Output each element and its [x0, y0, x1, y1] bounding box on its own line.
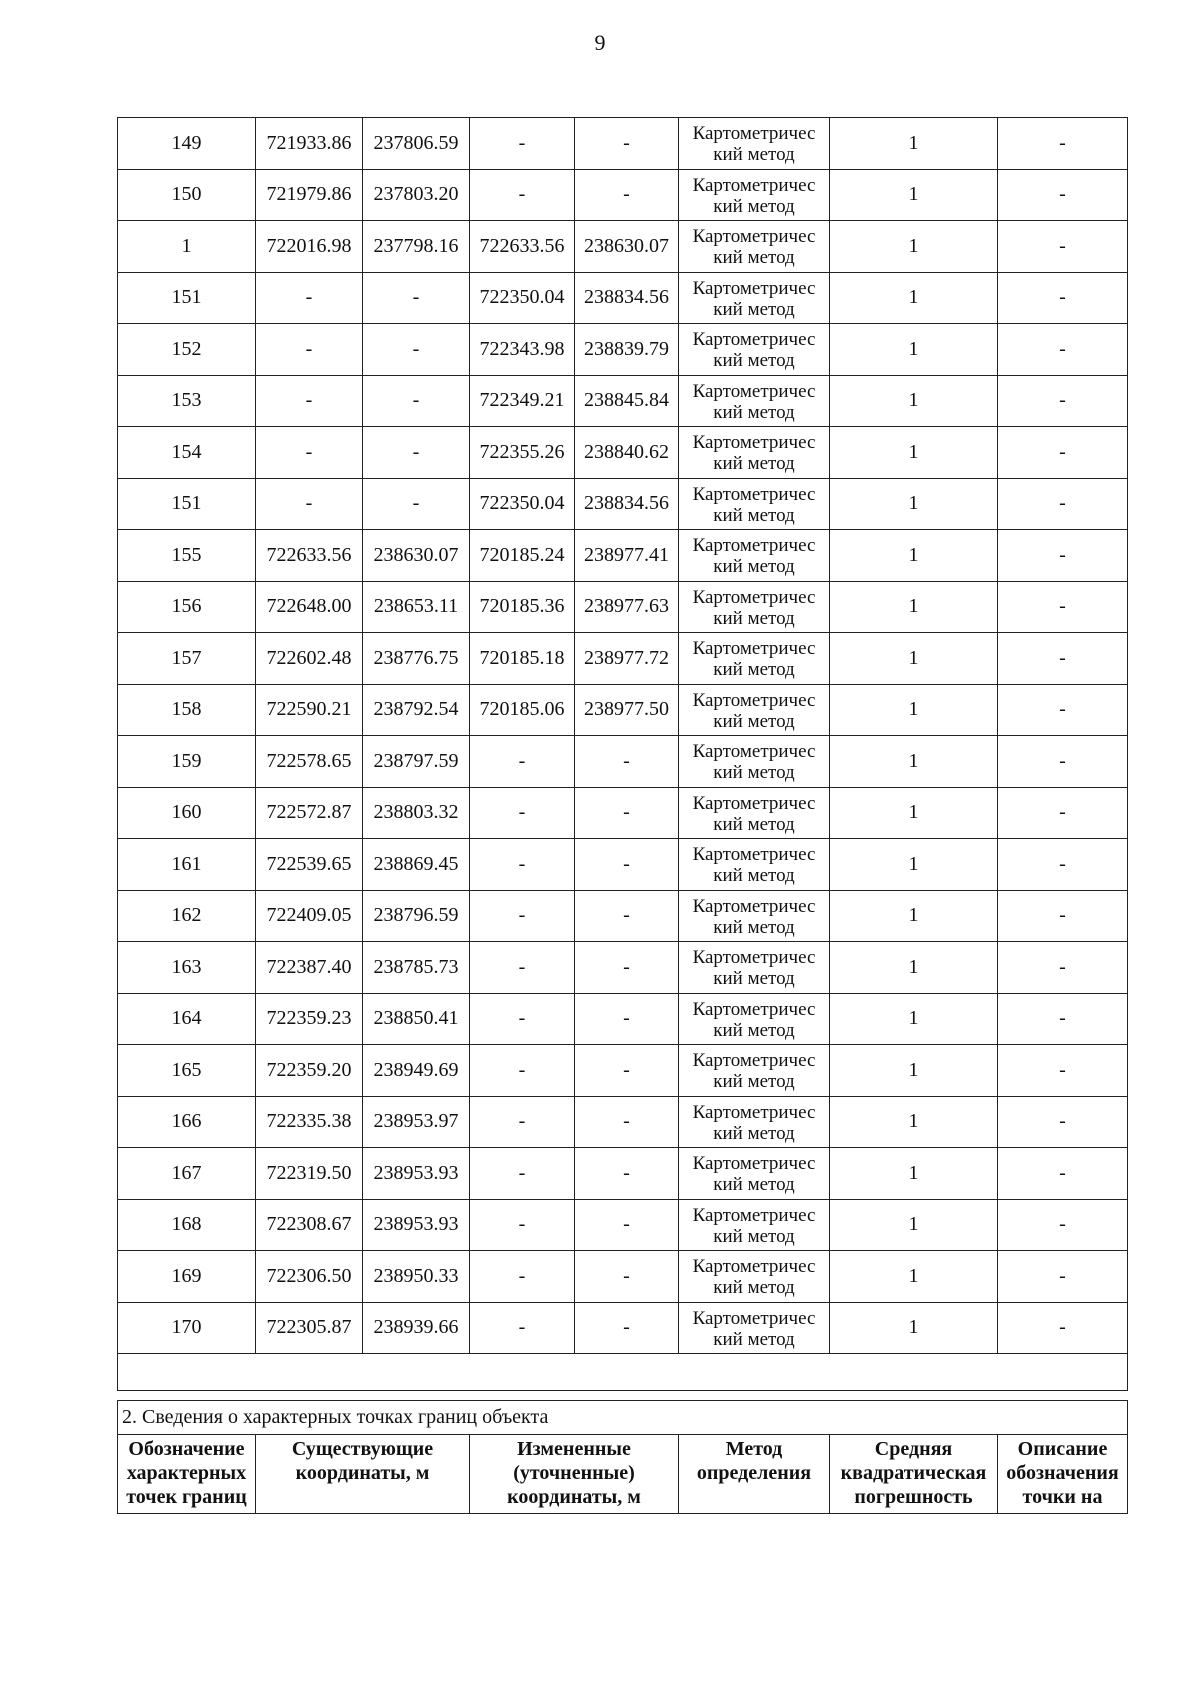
method-cell: Картометричес кий метод [679, 530, 830, 582]
header-point: Обозначение характерных точек границ [118, 1435, 256, 1514]
method-cell: Картометричес кий метод [679, 1251, 830, 1303]
existing-y-cell: 238803.32 [363, 787, 470, 839]
table-row [118, 839, 1128, 891]
changed-x-cell: 720185.36 [470, 581, 575, 633]
changed-y-cell: - [575, 993, 679, 1045]
existing-y-cell: - [363, 427, 470, 479]
description-cell: - [998, 890, 1128, 942]
table-row [118, 581, 1128, 633]
method-cell: Картометричес кий метод [679, 1199, 830, 1251]
empty-cell [118, 1354, 1128, 1391]
point-cell: 160 [118, 787, 256, 839]
existing-x-cell: 722539.65 [256, 839, 363, 891]
table-row [118, 118, 1128, 170]
existing-y-cell: 238949.69 [363, 1045, 470, 1097]
point-cell: 159 [118, 736, 256, 788]
method-cell: Картометричес кий метод [679, 787, 830, 839]
table-row [118, 993, 1128, 1045]
description-cell: - [998, 427, 1128, 479]
table-row [118, 684, 1128, 736]
existing-y-cell: 238953.93 [363, 1199, 470, 1251]
changed-x-cell: 722343.98 [470, 324, 575, 376]
changed-y-cell: - [575, 787, 679, 839]
existing-x-cell: - [256, 478, 363, 530]
point-cell: 169 [118, 1251, 256, 1303]
changed-x-cell: 722350.04 [470, 478, 575, 530]
table-row [118, 1251, 1128, 1303]
existing-x-cell: 721979.86 [256, 169, 363, 221]
error-cell: 1 [830, 839, 998, 891]
existing-x-cell: 722590.21 [256, 684, 363, 736]
changed-x-cell: 720185.24 [470, 530, 575, 582]
changed-y-cell: 238977.50 [575, 684, 679, 736]
changed-y-cell: - [575, 942, 679, 994]
changed-y-cell: - [575, 1096, 679, 1148]
method-cell: Картометричес кий метод [679, 839, 830, 891]
method-cell: Картометричес кий метод [679, 169, 830, 221]
point-cell: 1 [118, 221, 256, 273]
method-cell: Картометричес кий метод [679, 1302, 830, 1354]
error-cell: 1 [830, 1251, 998, 1303]
table-row [118, 1045, 1128, 1097]
error-cell: 1 [830, 633, 998, 685]
error-cell: 1 [830, 1148, 998, 1200]
changed-y-cell: - [575, 169, 679, 221]
changed-y-cell: - [575, 1251, 679, 1303]
method-cell: Картометричес кий метод [679, 993, 830, 1045]
table-row [118, 1148, 1128, 1200]
point-cell: 154 [118, 427, 256, 479]
table-row [118, 427, 1128, 479]
changed-y-cell: 238840.62 [575, 427, 679, 479]
error-cell: 1 [830, 581, 998, 633]
changed-x-cell: - [470, 169, 575, 221]
changed-y-cell: - [575, 118, 679, 170]
changed-y-cell: - [575, 1045, 679, 1097]
changed-x-cell: - [470, 736, 575, 788]
table-row [118, 530, 1128, 582]
error-cell: 1 [830, 993, 998, 1045]
changed-x-cell: 722633.56 [470, 221, 575, 273]
method-cell: Картометричес кий метод [679, 375, 830, 427]
changed-y-cell: 238977.63 [575, 581, 679, 633]
error-cell: 1 [830, 890, 998, 942]
header-error: Средняя квадратическая погрешность [830, 1435, 998, 1514]
changed-y-cell: - [575, 1199, 679, 1251]
point-cell: 158 [118, 684, 256, 736]
existing-x-cell: 722633.56 [256, 530, 363, 582]
method-cell: Картометричес кий метод [679, 427, 830, 479]
method-cell: Картометричес кий метод [679, 633, 830, 685]
existing-x-cell: 722359.23 [256, 993, 363, 1045]
existing-y-cell: 237806.59 [363, 118, 470, 170]
existing-x-cell: 721933.86 [256, 118, 363, 170]
changed-x-cell: 720185.06 [470, 684, 575, 736]
changed-x-cell: - [470, 787, 575, 839]
existing-y-cell: 238953.93 [363, 1148, 470, 1200]
description-cell: - [998, 375, 1128, 427]
method-cell: Картометричес кий метод [679, 684, 830, 736]
description-cell: - [998, 221, 1128, 273]
method-cell: Картометричес кий метод [679, 1045, 830, 1097]
existing-x-cell: 722648.00 [256, 581, 363, 633]
existing-y-cell: 238869.45 [363, 839, 470, 891]
existing-y-cell: 238950.33 [363, 1251, 470, 1303]
description-cell: - [998, 478, 1128, 530]
error-cell: 1 [830, 427, 998, 479]
table-row [118, 272, 1128, 324]
point-cell: 151 [118, 272, 256, 324]
changed-x-cell: - [470, 890, 575, 942]
header-changed-coords: Измененные (уточненные) координаты, м [470, 1435, 679, 1514]
error-cell: 1 [830, 221, 998, 273]
table-row [118, 942, 1128, 994]
existing-y-cell: 238785.73 [363, 942, 470, 994]
changed-y-cell: 238845.84 [575, 375, 679, 427]
header-row [118, 1435, 1128, 1514]
error-cell: 1 [830, 375, 998, 427]
changed-x-cell: 722349.21 [470, 375, 575, 427]
existing-y-cell: 238792.54 [363, 684, 470, 736]
existing-x-cell: 722308.67 [256, 1199, 363, 1251]
existing-x-cell: 722409.05 [256, 890, 363, 942]
existing-y-cell: 238653.11 [363, 581, 470, 633]
description-cell: - [998, 684, 1128, 736]
empty-row [118, 1354, 1128, 1391]
method-cell: Картометричес кий метод [679, 890, 830, 942]
error-cell: 1 [830, 530, 998, 582]
error-cell: 1 [830, 1199, 998, 1251]
changed-y-cell: 238977.41 [575, 530, 679, 582]
table-row [118, 375, 1128, 427]
point-cell: 170 [118, 1302, 256, 1354]
changed-y-cell: - [575, 1148, 679, 1200]
error-cell: 1 [830, 736, 998, 788]
changed-y-cell: - [575, 1302, 679, 1354]
description-cell: - [998, 993, 1128, 1045]
section-title: 2. Сведения о характерных точках границ объекта [118, 1401, 1128, 1435]
method-cell: Картометричес кий метод [679, 221, 830, 273]
existing-y-cell: 238939.66 [363, 1302, 470, 1354]
changed-x-cell: - [470, 1251, 575, 1303]
table-row [118, 736, 1128, 788]
method-cell: Картометричес кий метод [679, 1096, 830, 1148]
changed-x-cell: - [470, 118, 575, 170]
table-row [118, 787, 1128, 839]
description-cell: - [998, 633, 1128, 685]
method-cell: Картометричес кий метод [679, 272, 830, 324]
existing-x-cell: 722602.48 [256, 633, 363, 685]
point-cell: 157 [118, 633, 256, 685]
table-row [118, 1096, 1128, 1148]
point-cell: 156 [118, 581, 256, 633]
changed-y-cell: - [575, 736, 679, 788]
existing-x-cell: 722016.98 [256, 221, 363, 273]
table-row [118, 1199, 1128, 1251]
section-title-row [118, 1401, 1128, 1435]
changed-x-cell: - [470, 1045, 575, 1097]
existing-y-cell: 238630.07 [363, 530, 470, 582]
existing-x-cell: 722572.87 [256, 787, 363, 839]
description-cell: - [998, 839, 1128, 891]
method-cell: Картометричес кий метод [679, 581, 830, 633]
changed-x-cell: - [470, 1148, 575, 1200]
changed-x-cell: 722350.04 [470, 272, 575, 324]
error-cell: 1 [830, 324, 998, 376]
changed-x-cell: - [470, 1199, 575, 1251]
error-cell: 1 [830, 1096, 998, 1148]
changed-x-cell: 720185.18 [470, 633, 575, 685]
description-cell: - [998, 942, 1128, 994]
description-cell: - [998, 530, 1128, 582]
changed-y-cell: - [575, 839, 679, 891]
existing-x-cell: 722578.65 [256, 736, 363, 788]
changed-x-cell: - [470, 839, 575, 891]
changed-y-cell: - [575, 890, 679, 942]
error-cell: 1 [830, 478, 998, 530]
existing-y-cell: - [363, 478, 470, 530]
error-cell: 1 [830, 1045, 998, 1097]
description-cell: - [998, 787, 1128, 839]
table-row [118, 890, 1128, 942]
description-cell: - [998, 1302, 1128, 1354]
changed-x-cell: - [470, 1096, 575, 1148]
existing-y-cell: - [363, 324, 470, 376]
error-cell: 1 [830, 942, 998, 994]
changed-y-cell: 238834.56 [575, 478, 679, 530]
point-cell: 150 [118, 169, 256, 221]
point-cell: 152 [118, 324, 256, 376]
table-row [118, 324, 1128, 376]
table-row [118, 1302, 1128, 1354]
changed-x-cell: - [470, 993, 575, 1045]
existing-y-cell: 238953.97 [363, 1096, 470, 1148]
existing-y-cell: - [363, 272, 470, 324]
changed-y-cell: 238977.72 [575, 633, 679, 685]
point-cell: 162 [118, 890, 256, 942]
description-cell: - [998, 1148, 1128, 1200]
changed-x-cell: 722355.26 [470, 427, 575, 479]
existing-x-cell: 722335.38 [256, 1096, 363, 1148]
table-row [118, 633, 1128, 685]
point-cell: 149 [118, 118, 256, 170]
point-cell: 166 [118, 1096, 256, 1148]
point-cell: 164 [118, 993, 256, 1045]
changed-x-cell: - [470, 942, 575, 994]
description-cell: - [998, 118, 1128, 170]
existing-x-cell: - [256, 375, 363, 427]
page-number: 9 [594, 30, 606, 55]
existing-x-cell: 722359.20 [256, 1045, 363, 1097]
existing-y-cell: 238776.75 [363, 633, 470, 685]
error-cell: 1 [830, 787, 998, 839]
point-cell: 155 [118, 530, 256, 582]
existing-x-cell: - [256, 272, 363, 324]
existing-y-cell: 237803.20 [363, 169, 470, 221]
method-cell: Картометричес кий метод [679, 1148, 830, 1200]
changed-y-cell: 238834.56 [575, 272, 679, 324]
existing-x-cell: 722305.87 [256, 1302, 363, 1354]
point-cell: 167 [118, 1148, 256, 1200]
existing-y-cell: 238797.59 [363, 736, 470, 788]
changed-x-cell: - [470, 1302, 575, 1354]
header-existing-coords: Существующие координаты, м [256, 1435, 470, 1514]
description-cell: - [998, 169, 1128, 221]
error-cell: 1 [830, 169, 998, 221]
existing-y-cell: 238796.59 [363, 890, 470, 942]
table-row [118, 478, 1128, 530]
existing-y-cell: 237798.16 [363, 221, 470, 273]
point-cell: 153 [118, 375, 256, 427]
method-cell: Картометричес кий метод [679, 942, 830, 994]
existing-y-cell: - [363, 375, 470, 427]
description-cell: - [998, 1045, 1128, 1097]
error-cell: 1 [830, 272, 998, 324]
existing-x-cell: - [256, 324, 363, 376]
description-cell: - [998, 736, 1128, 788]
section-2-table [117, 1400, 1128, 1514]
header-method: Метод определения [679, 1435, 830, 1514]
point-cell: 163 [118, 942, 256, 994]
header-description: Описание обозначения точки на [998, 1435, 1128, 1514]
error-cell: 1 [830, 1302, 998, 1354]
existing-x-cell: 722319.50 [256, 1148, 363, 1200]
description-cell: - [998, 1251, 1128, 1303]
existing-x-cell: 722387.40 [256, 942, 363, 994]
table-row [118, 221, 1128, 273]
method-cell: Картометричес кий метод [679, 118, 830, 170]
existing-x-cell: 722306.50 [256, 1251, 363, 1303]
description-cell: - [998, 272, 1128, 324]
description-cell: - [998, 1096, 1128, 1148]
point-cell: 165 [118, 1045, 256, 1097]
existing-y-cell: 238850.41 [363, 993, 470, 1045]
point-cell: 168 [118, 1199, 256, 1251]
coordinates-table [117, 117, 1128, 1391]
error-cell: 1 [830, 118, 998, 170]
method-cell: Картометричес кий метод [679, 324, 830, 376]
existing-x-cell: - [256, 427, 363, 479]
description-cell: - [998, 324, 1128, 376]
error-cell: 1 [830, 684, 998, 736]
method-cell: Картометричес кий метод [679, 478, 830, 530]
changed-y-cell: 238839.79 [575, 324, 679, 376]
description-cell: - [998, 1199, 1128, 1251]
method-cell: Картометричес кий метод [679, 736, 830, 788]
table-row [118, 169, 1128, 221]
description-cell: - [998, 581, 1128, 633]
changed-y-cell: 238630.07 [575, 221, 679, 273]
point-cell: 151 [118, 478, 256, 530]
point-cell: 161 [118, 839, 256, 891]
